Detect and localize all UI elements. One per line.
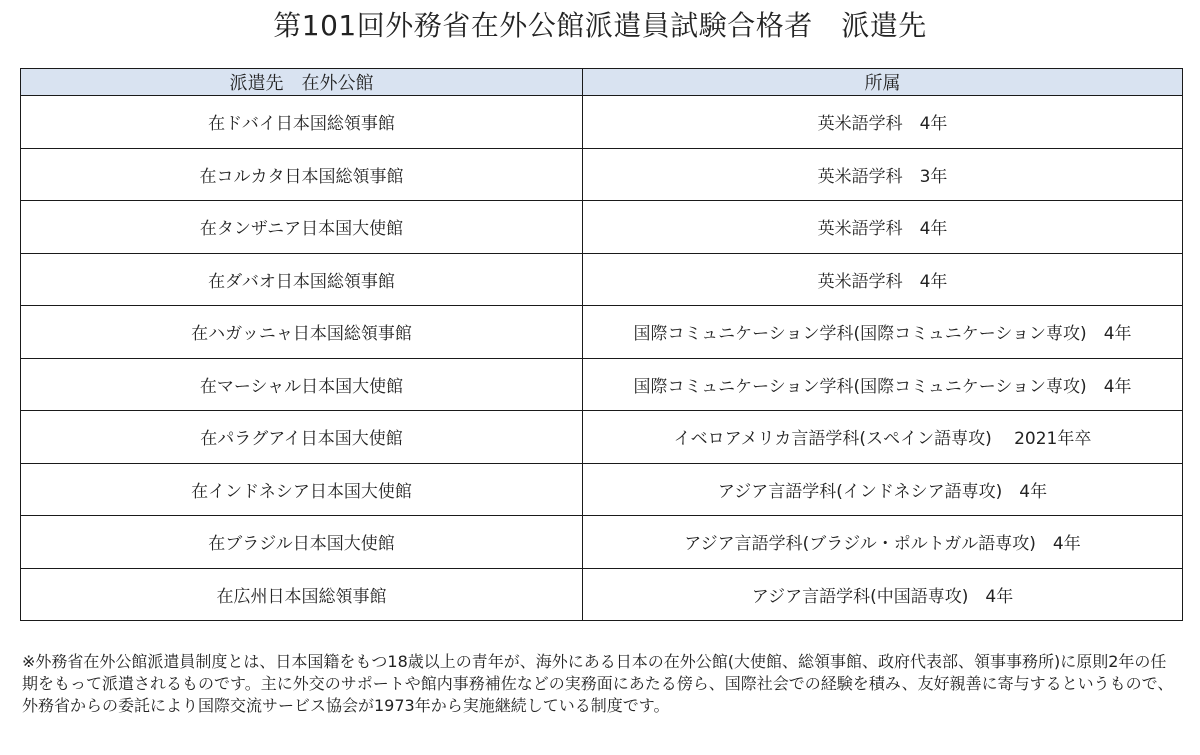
department-cell: 英米語学科 4年 bbox=[583, 96, 1183, 149]
table-row bbox=[21, 96, 1183, 149]
post-cell: 在ブラジル日本国大使館 bbox=[21, 516, 583, 569]
table-header-row bbox=[21, 69, 1183, 96]
department-cell: 英米語学科 4年 bbox=[583, 201, 1183, 254]
dispatch-table bbox=[20, 68, 1183, 621]
post-cell: 在コルカタ日本国総領事館 bbox=[21, 148, 583, 201]
post-cell: 在パラグアイ日本国大使館 bbox=[21, 411, 583, 464]
table-row bbox=[21, 568, 1183, 621]
department-cell: 英米語学科 4年 bbox=[583, 253, 1183, 306]
post-cell: 在インドネシア日本国大使館 bbox=[21, 463, 583, 516]
column-header-post: 派遣先 在外公館 bbox=[21, 69, 583, 96]
department-cell: 国際コミュニケーション学科(国際コミュニケーション専攻) 4年 bbox=[583, 306, 1183, 359]
post-cell: 在ドバイ日本国総領事館 bbox=[21, 96, 583, 149]
footnote: ※外務省在外公館派遣員制度とは、日本国籍をもつ18歳以上の青年が、海外にある日本の在外公館(大使館、総領事館、政府代表部、領事事務所)に原則2年の任期をもって派遣されるものです。主に外交のサポートや館内事務補佐などの実務面にあたる傍ら、国際社会での経験を積み、友好親善に寄与するというもので、外務省からの委託により国際交流サービス協会が1973年から実施継続している制度です。 bbox=[22, 652, 1174, 715]
table-row bbox=[21, 516, 1183, 569]
table-row bbox=[21, 463, 1183, 516]
post-cell: 在マーシャル日本国大使館 bbox=[21, 358, 583, 411]
post-cell: 在ダバオ日本国総領事館 bbox=[21, 253, 583, 306]
table-row bbox=[21, 253, 1183, 306]
post-cell: 在広州日本国総領事館 bbox=[21, 568, 583, 621]
column-header-department: 所属 bbox=[583, 69, 1183, 96]
table-row bbox=[21, 306, 1183, 359]
post-cell: 在タンザニア日本国大使館 bbox=[21, 201, 583, 254]
table-row bbox=[21, 411, 1183, 464]
department-cell: イベロアメリカ言語学科(スペイン語専攻) 2021年卒 bbox=[583, 411, 1183, 464]
table-row bbox=[21, 358, 1183, 411]
table-row bbox=[21, 148, 1183, 201]
department-cell: アジア言語学科(ブラジル・ポルトガル語専攻) 4年 bbox=[583, 516, 1183, 569]
department-cell: アジア言語学科(中国語専攻) 4年 bbox=[583, 568, 1183, 621]
table-row bbox=[21, 201, 1183, 254]
department-cell: 英米語学科 3年 bbox=[583, 148, 1183, 201]
post-cell: 在ハガッニャ日本国総領事館 bbox=[21, 306, 583, 359]
page-title: 第101回外務省在外公館派遣員試験合格者 派遣先 bbox=[273, 9, 927, 42]
department-cell: 国際コミュニケーション学科(国際コミュニケーション専攻) 4年 bbox=[583, 358, 1183, 411]
department-cell: アジア言語学科(インドネシア語専攻) 4年 bbox=[583, 463, 1183, 516]
